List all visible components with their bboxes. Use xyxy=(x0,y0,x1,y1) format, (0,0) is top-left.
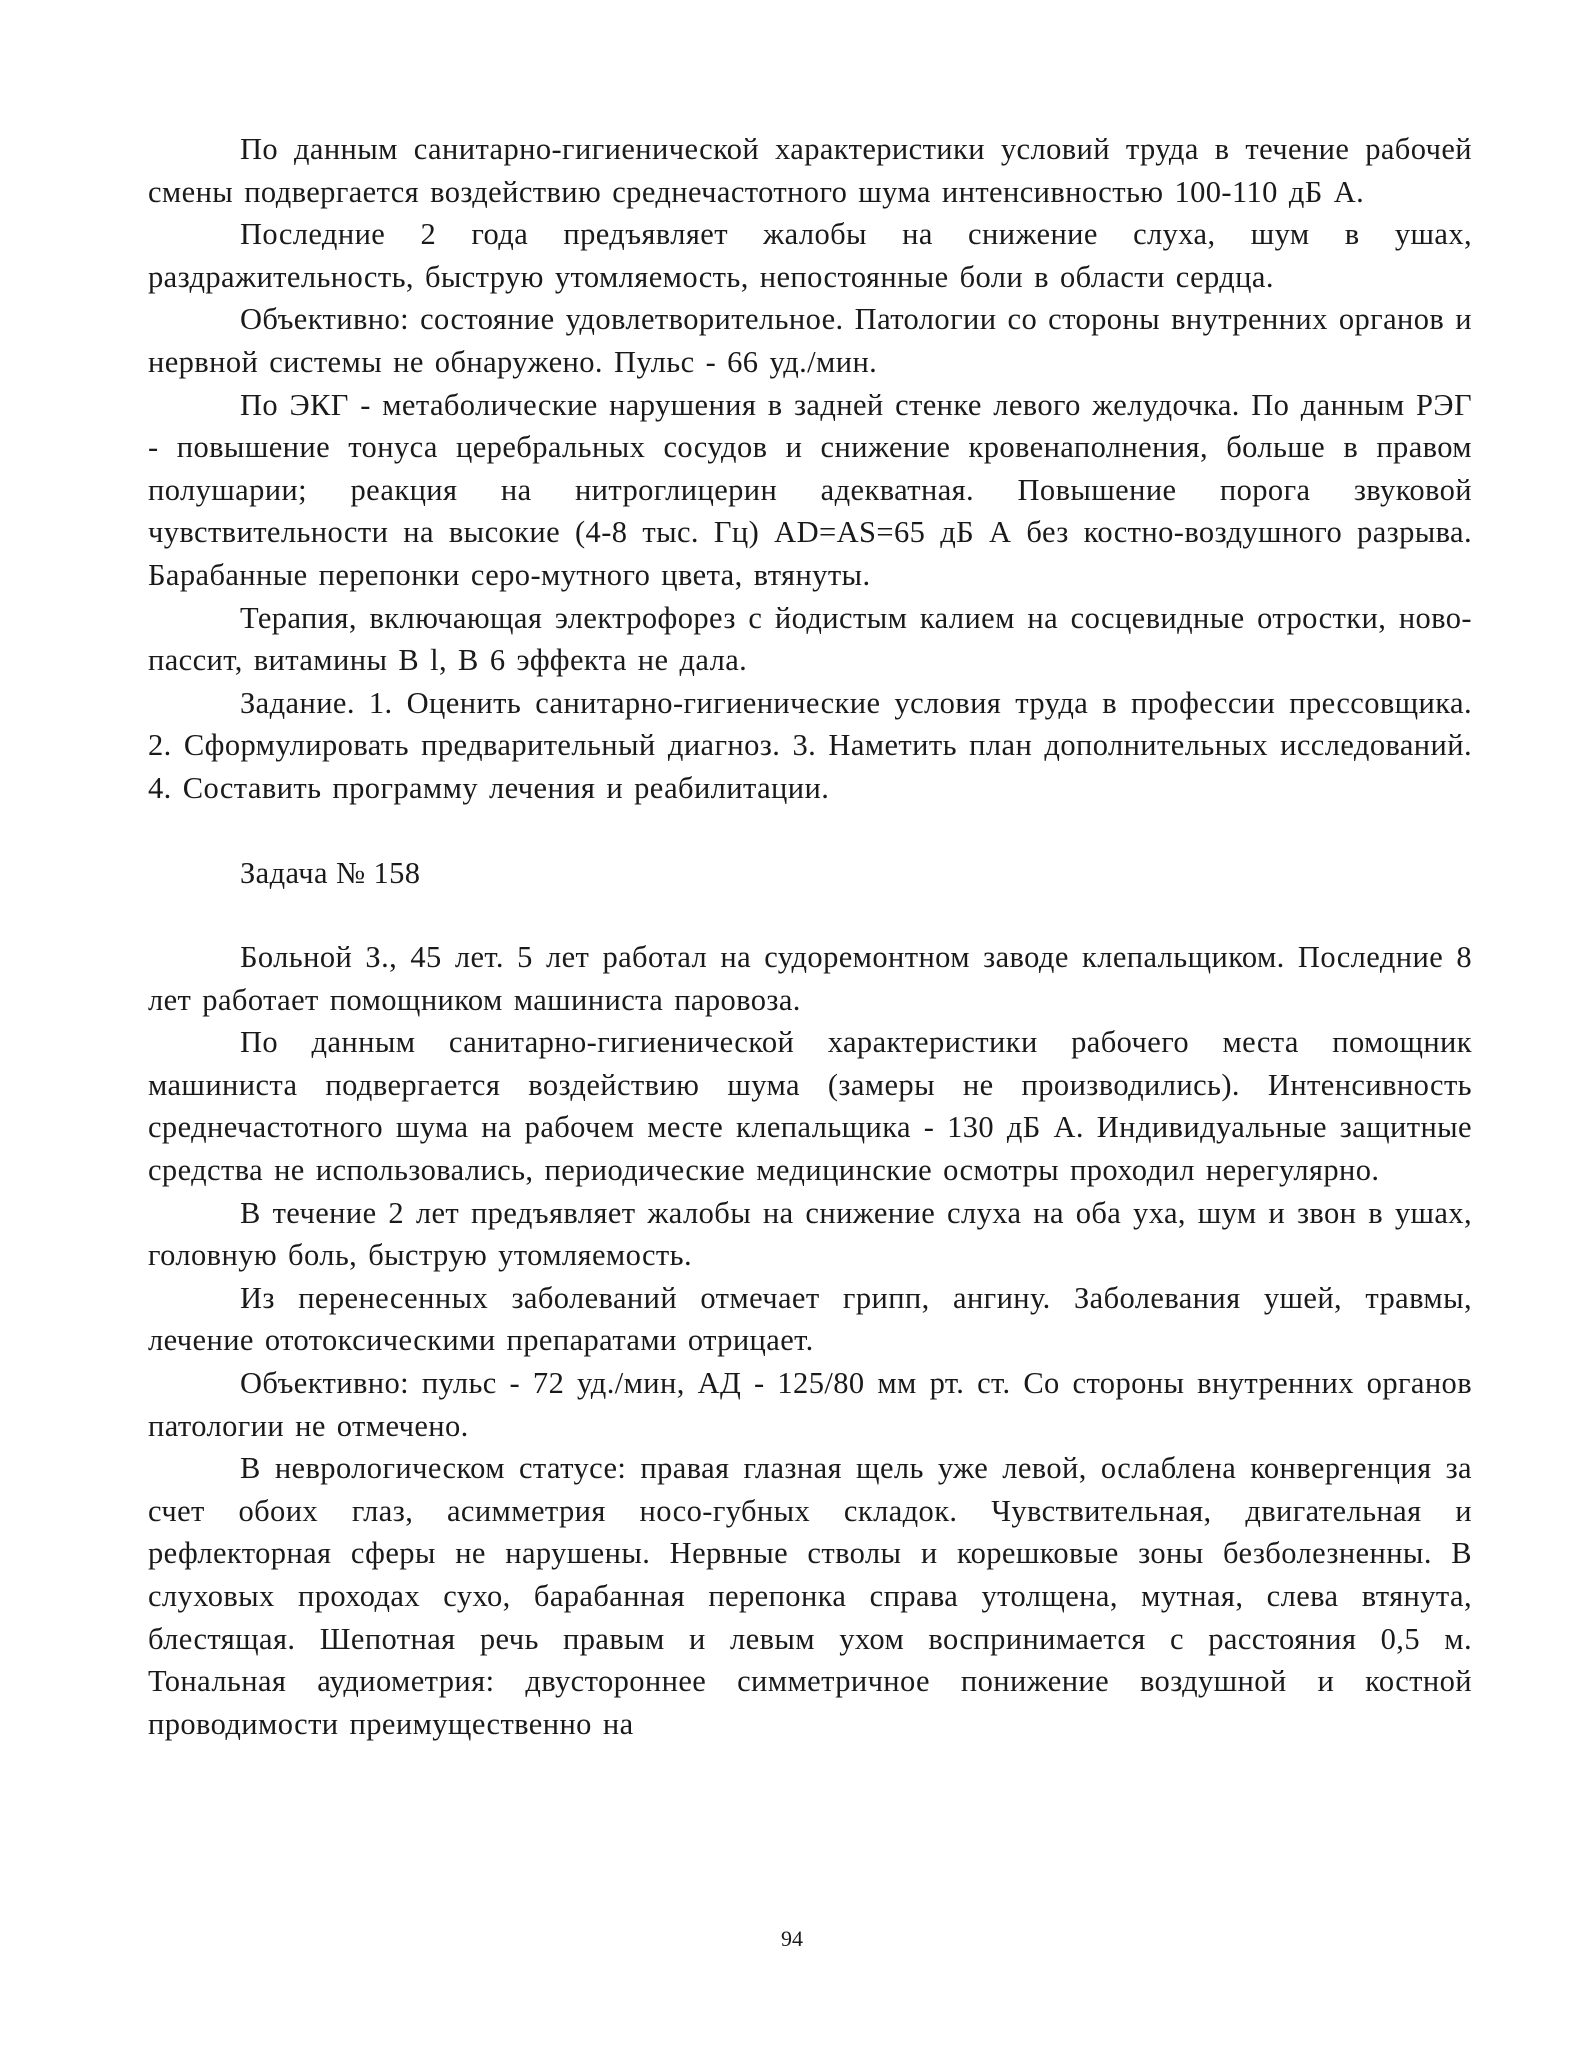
paragraph-therapy: Терапия, включающая электрофорез с йодистым калием на сосцевидные отростки, ново-пассит, витамины В l, В 6 эффекта не дала. xyxy=(148,600,1472,678)
paragraph-complaints: Последние 2 года предъявляет жалобы на снижение слуха, шум в ушах, раздражительность, быструю утомляемость, непостоянные боли в области сердца. xyxy=(148,217,1472,294)
page-body xyxy=(148,128,1472,1745)
paragraph-ecg-reg-findings: По ЭКГ - метаболические нарушения в задней стенке левого желудочка. По данным РЭГ - повышение тонуса церебральных сосудов и снижение кровенаполнения, больше в правом полушарии; реакция на нитроглицерин адекватная. Повышение порога звуковой чувствительности на высокие (4-8 тыс. Гц) AD=AS=65 дБ А без костно-воздушного разрыва. Барабанные перепонки серо-мутного цвета, втянуты. xyxy=(148,387,1472,592)
paragraph-patient-history: Больной З., 45 лет. 5 лет работал на судоремонтном заводе клепальщиком. Последние 8 лет работает помощником машиниста паровоза. xyxy=(148,940,1472,1017)
paragraph-assignment: Задание. 1. Оценить санитарно-гигиенические условия труда в профессии прессовщика. 2. Сформулировать предварительный диагноз. 3. Наметить план дополнительных исследований. 4. Составить программу лечения и реабилитации. xyxy=(148,685,1472,805)
page-number: 94 xyxy=(781,1926,803,1951)
paragraph-objective-status: Объективно: состояние удовлетворительное. Патологии со стороны внутренних органов и нервной системы не обнаружено. Пульс - 66 уд./мин. xyxy=(148,302,1472,379)
task-heading: Задача № 158 xyxy=(240,855,421,890)
paragraph-objective-status-2: Объективно: пульс - 72 уд./мин, АД - 125/80 мм рт. ст. Со стороны внутренних органов патологии не отмечено. xyxy=(148,1366,1472,1443)
paragraph-neurological-status: В неврологическом статусе: правая глазная щель уже левой, ослаблена конвергенция за счет обоих глаз, асимметрия носо-губных складок. Чувствительная, двигательная и рефлекторная сферы не нарушены. Нервные стволы и корешковые зоны безболезненны. В слуховых проходах сухо, барабанная перепонка справа утолщена, мутная, слева втянута, блестящая. Шепотная речь правым и левым ухом воспринимается с расстояния 0,5 м. Тональная аудиометрия: двустороннее симметричное понижение воздушной и костной проводимости преимущественно на xyxy=(148,1451,1472,1741)
paragraph-workplace-characteristics: По данным санитарно-гигиенической характеристики рабочего места помощник машиниста подвергается воздействию шума (замеры не производились). Интенсивность среднечастотного шума на рабочем месте клепальщика - 130 дБ А. Индивидуальные защитные средства не использовались, периодические медицинские осмотры проходил нерегулярно. xyxy=(148,1025,1472,1188)
paragraph-complaints-2: В течение 2 лет предъявляет жалобы на снижение слуха на оба уха, шум и звон в ушах, головную боль, быструю утомляемость. xyxy=(148,1195,1472,1273)
paragraph-past-diseases: Из перенесенных заболеваний отмечает грипп, ангину. Заболевания ушей, травмы, лечение ототоксическими препаратами отрицает. xyxy=(148,1280,1472,1358)
paragraph-working-conditions: По данным санитарно-гигиенической характеристики условий труда в течение рабочей смены подвергается воздействию среднечастотного шума интенсивностью 100-110 дБ А. xyxy=(148,132,1472,209)
